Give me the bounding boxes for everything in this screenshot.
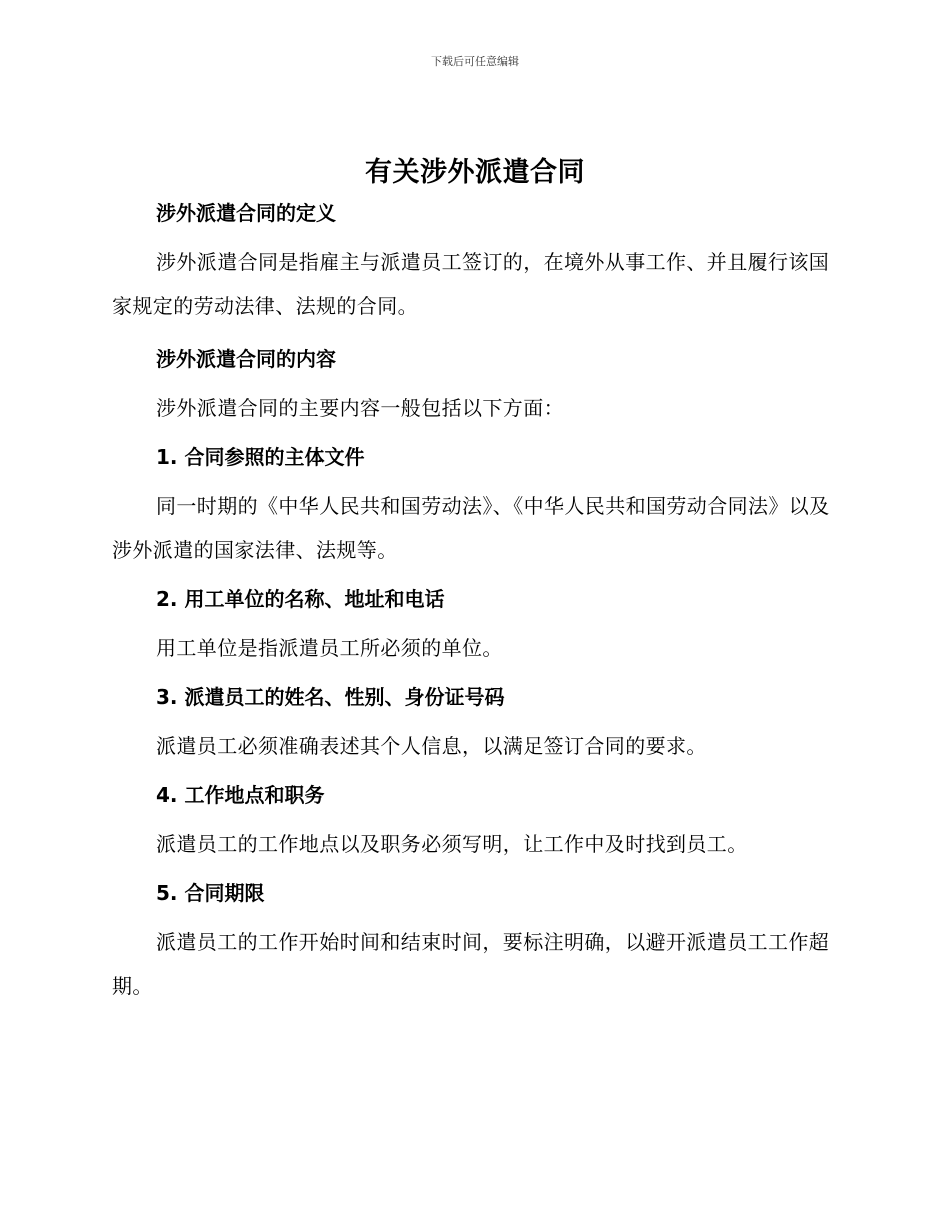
item-heading-1: 1. 合同参照的主体文件 xyxy=(156,445,365,469)
item-body-4: 派遣员工的工作地点以及职务必须写明，让工作中及时找到员工。 xyxy=(156,832,748,856)
section-body-definition: 涉外派遣合同是指雇主与派遣员工签订的，在境外从事工作、并且履行该国家规定的劳动法律、法规的合同。 xyxy=(112,250,830,318)
item-heading-3: 3. 派遣员工的姓名、性别、身份证号码 xyxy=(156,685,505,709)
document-title: 有关涉外派遣合同 xyxy=(365,157,585,188)
section-body-content: 涉外派遣合同的主要内容一般包括以下方面： xyxy=(156,396,564,420)
section-heading-definition: 涉外派遣合同的定义 xyxy=(156,201,336,225)
item-body-5: 派遣员工的工作开始时间和结束时间，要标注明确，以避开派遣员工工作超期。 xyxy=(112,930,830,998)
item-body-1: 同一时期的《中华人民共和国劳动法》、《中华人民共和国劳动合同法》以及涉外派遣的国家法律、法规等。 xyxy=(112,494,830,562)
item-heading-4: 4. 工作地点和职务 xyxy=(156,783,325,807)
header-note: 下载后可任意编辑 xyxy=(431,55,519,68)
item-heading-5: 5. 合同期限 xyxy=(156,881,265,905)
section-heading-content: 涉外派遣合同的内容 xyxy=(156,347,336,371)
item-body-3: 派遣员工必须准确表述其个人信息，以满足签订合同的要求。 xyxy=(156,734,707,758)
item-body-2: 用工单位是指派遣员工所必须的单位。 xyxy=(156,636,503,660)
item-heading-2: 2. 用工单位的名称、地址和电话 xyxy=(156,587,445,611)
document-body xyxy=(112,192,832,1008)
